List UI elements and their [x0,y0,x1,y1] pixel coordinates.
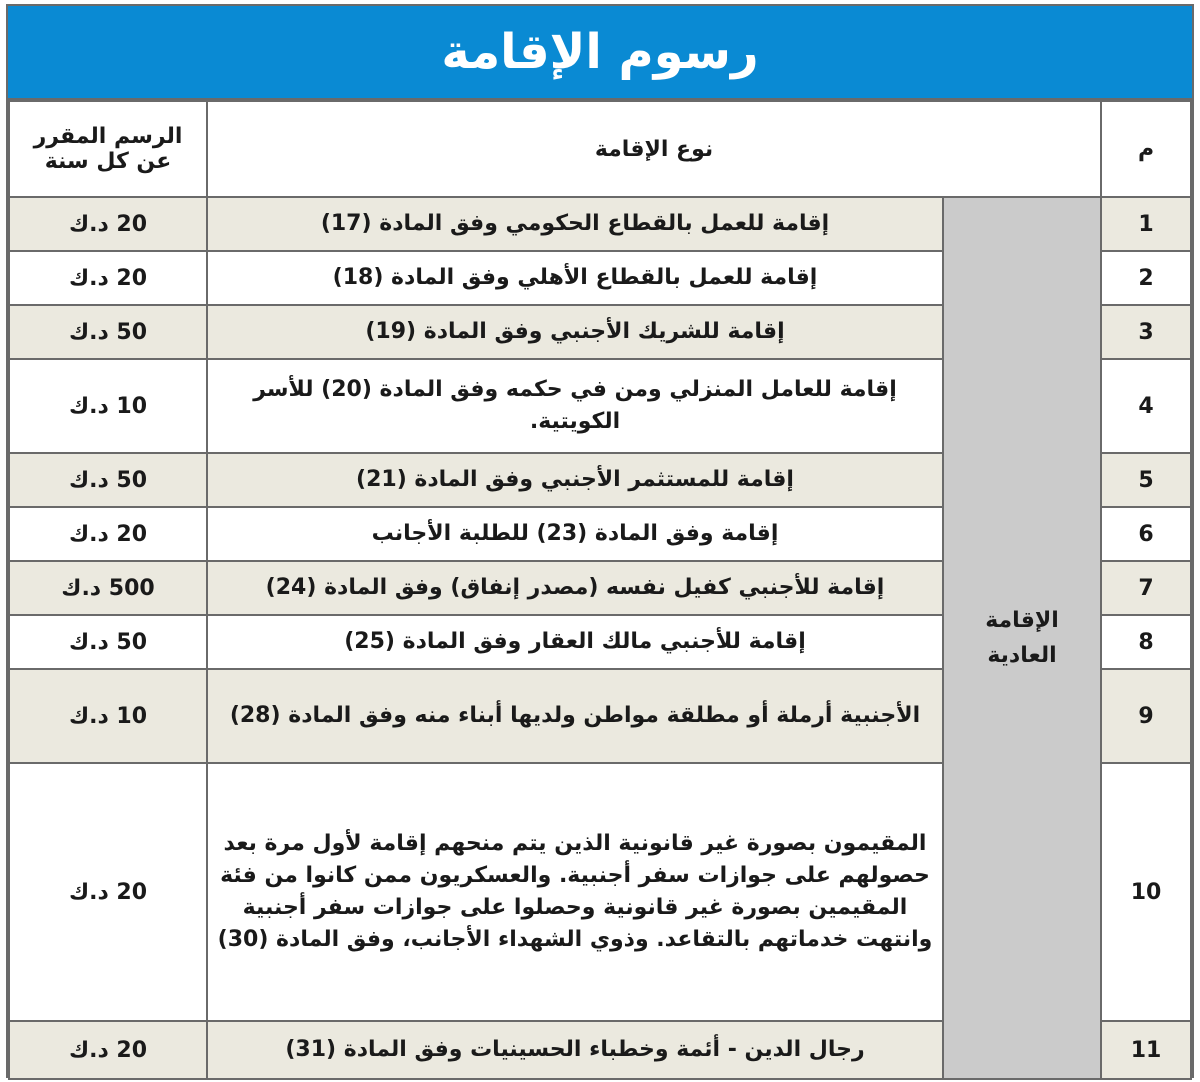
row-number: 10 [1101,763,1191,1021]
fee-amount [9,763,207,1021]
residency-type-description: إقامة للأجنبي كفيل نفسه (مصدر إنفاق) وفق المادة (24) [207,561,943,615]
fee-amount [9,197,207,251]
category-line1: الإقامة [985,607,1059,633]
fee-amount-text: 20 د.ك [68,1037,148,1063]
row-number: 7 [1101,561,1191,615]
fee-amount-text: 50 د.ك [68,629,148,655]
fee-amount [9,251,207,305]
residency-type-description: إقامة للعمل بالقطاع الأهلي وفق المادة (18) [207,251,943,305]
fee-amount-text: 20 د.ك [68,879,148,905]
fee-amount [9,359,207,453]
residency-type-description: المقيمون بصورة غير قانونية الذين يتم منحهم إقامة لأول مرة بعد حصولهم على جوازات سفر أجنبية. والعسكريون ممن كانوا من فئة المقيمين بصورة غير قانونية وحصلوا على جوازات سفر أجنبية وانتهت خدماتهم بالتقاعد. وذوي الشهداء الأجانب، وفق المادة (30) [207,763,943,1021]
header-fee-line2: عن كل سنة [44,149,172,174]
fee-amount [9,669,207,763]
residency-type-description: إقامة للشريك الأجنبي وفق المادة (19) [207,305,943,359]
category-line2: العادية [987,643,1057,668]
fee-amount-text: 50 د.ك [68,319,148,345]
title-bar [8,6,1192,100]
row-number: 2 [1101,251,1191,305]
fee-amount [9,453,207,507]
fee-amount-text: 10 د.ك [68,703,148,729]
fee-amount-text: 500 د.ك [61,575,155,601]
header-num: م [1101,101,1191,197]
row-number: 11 [1101,1021,1191,1079]
row-number: 3 [1101,305,1191,359]
row-number: 4 [1101,359,1191,453]
row-number: 8 [1101,615,1191,669]
residency-type-description: رجال الدين - أئمة وخطباء الحسينيات وفق المادة (31) [207,1021,943,1079]
residency-type-description: إقامة للمستثمر الأجنبي وفق المادة (21) [207,453,943,507]
fee-amount-text: 10 د.ك [68,393,148,419]
fee-amount-text: 50 د.ك [68,467,148,493]
page-title: رسوم الإقامة [441,24,759,80]
fee-amount [9,305,207,359]
row-number: 5 [1101,453,1191,507]
row-number: 1 [1101,197,1191,251]
residency-type-description: الأجنبية أرملة أو مطلقة مواطن ولديها أبناء منه وفق المادة (28) [207,669,943,763]
row-number: 9 [1101,669,1191,763]
fee-amount [9,507,207,561]
residency-type-description: إقامة للأجنبي مالك العقار وفق المادة (25) [207,615,943,669]
header-fee [9,101,207,197]
fees-table [8,100,1192,1080]
fee-amount-text: 20 د.ك [68,521,148,547]
residency-fees-table-frame [6,4,1194,1078]
fee-amount [9,615,207,669]
residency-type-description: إقامة وفق المادة (23) للطلبة الأجانب [207,507,943,561]
header-fee-line1: الرسم المقرر [33,124,183,149]
fee-amount-text: 20 د.ك [68,211,148,237]
table-row [9,197,1191,251]
row-number: 6 [1101,507,1191,561]
fee-amount-text: 20 د.ك [68,265,148,291]
residency-type-description: إقامة للعامل المنزلي ومن في حكمه وفق المادة (20) للأسر الكويتية. [207,359,943,453]
fee-amount [9,561,207,615]
fee-amount [9,1021,207,1079]
header-row [9,101,1191,197]
residency-type-description: إقامة للعمل بالقطاع الحكومي وفق المادة (17) [207,197,943,251]
category-cell [943,197,1101,1079]
header-type: نوع الإقامة [207,101,1101,197]
